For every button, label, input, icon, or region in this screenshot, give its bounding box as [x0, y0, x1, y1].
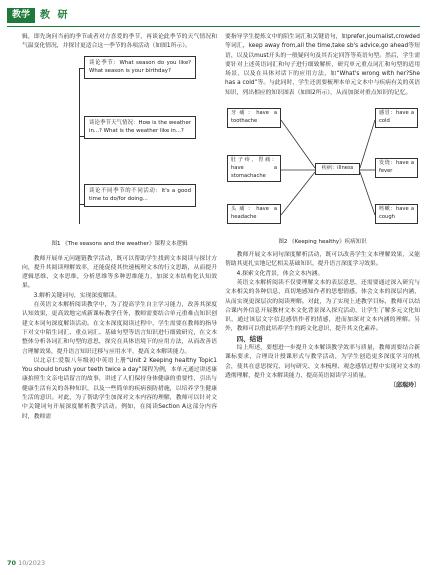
subheading: 3.解析关键词句，实现深度解读。 [33, 292, 121, 299]
header-rule [7, 26, 420, 27]
fig2-node-fever: 发烧：have a fever [375, 158, 418, 178]
fig2-node-cold: 感冒：have a cold [375, 108, 418, 128]
section-title: 教 研 [40, 10, 70, 21]
paragraph: 以北京仁爱版八年级初中英语上册“Unit 2 Keeping healthy Topic1 You should brush your teeth twice a day”课程为例，本单元通过讲述康康拍照生文亲电话留言的故事，讲述了人们保持身体健康的重要性，引出与健康生活有关的各种知识，以及一些简单的疾病预防措施，以培养学生健康生活的意识。对此，为了帮助学生加深对文本内容的理解，教师可以针对文中关键词句开展深度解析教学活动。例如，在阅读Section A这部分内容时，教师需 [22, 357, 217, 420]
right-column [225, 33, 420, 391]
fig1-box-season: 谈论季节：What season do you like? What season is your birthday? [84, 56, 196, 79]
paragraph: 综上所述，要想进一步提升文本解读教学效率与质量，教师需要结合新课标要求，合理设计授课形式与教学活动，为学生创造更多深度学习的机会，使其在意思探究、词句研究、文本梳理、观念感悟过程中实现对文本的透彻理解，提升文本解读能力，提高英语阅读学习质量。 [225, 345, 420, 379]
figure-caption: 图2 《Keeping healthy》疾病知识 [278, 239, 367, 246]
paragraph: 在英语文本解析阅读教学中，为了提高学生自主学习能力，改善其深度认知效果，更高效地完成新课标教学任务，教师需要结合单元重难点知识创建文本词句深度解读活动。在文本深度阅读过程中，学生需要在教师的指导下对文中陌生词汇、重点词汇、基础句型等语言知识进行细致研究，在文本整体分析各词汇和句型的意思，探究在具体语境下的应用方法，从而改善语言理解效果，提升语言知识迁移与应用水平，提高文本解读能力。 [22, 302, 217, 355]
section-tab: 教学 [7, 8, 35, 23]
subheading: 4.探索文化背景，体会文本内涵。 [236, 270, 324, 277]
left-column [22, 33, 217, 422]
fig1-box-activities: 谈论不同季节的不同活动：It's a good time to do/for doing... [84, 184, 196, 207]
page-footer [7, 559, 45, 567]
figure-caption: 图1 《The seasons and the weather》课程文本逻辑 [51, 240, 188, 247]
fig1-box-weather: 谈论季节天气情况：How is the weather in...? What is the weather like in...? [84, 116, 196, 139]
fig2-node-headache: 头痛：have a headache [227, 204, 281, 224]
page-header [0, 0, 427, 30]
page-number: 70 [7, 559, 17, 567]
fig2-node-cough: 咳嗽：have a cough [375, 204, 418, 224]
paragraph: 英语文本解析阅读不仅要理解文本的表层意思，还需要通过深入研究与文本相关的各种信息，真切地感知作者的思想情感，体会文本的深层内涵，从而实现更深层次的阅读理解。对此，为了实现上述教学目标，教师可以结合课内外信息开展教材文本文化背景深入探究活动，让学生了解多元文化知识，通过该层文字信息感悟作者的情感，进而加深对文本内涵的理解。另外，教师可以借此培养学生的跨文化意识，提升其文化素养。 [225, 279, 420, 333]
paragraph: 教师开展单元问题链教学活动，既可以帮助学生找到文本阅读与探讨方向，提升其阅读理解效率，还能促使其快速梳理文本的行文思路，从而提升逻辑思维、文本思维，分析思维等多种思维能力，加深文本结构化认知效果。 [22, 255, 217, 290]
paragraph: 辑，即先询问当前的季节或者对方喜爱的季节，再谈论此季节的天气情况和气温变化情况，并探讨更适合这一季节的各项活动（如图1所示）。 [22, 34, 217, 50]
fig2-node-stomachache: 肚子疼、胃痛：have a stomachache [227, 155, 281, 182]
figure-connector [79, 68, 80, 224]
figure-1 [22, 54, 217, 254]
issue-number: 10/2023 [18, 559, 46, 567]
fig2-node-illness: 疾病：illness [315, 163, 360, 175]
author-name: 〔邱瑞玲〕 [389, 382, 420, 390]
paragraph: 教师开展文本词句深度解析活动，既可以改善学生文本理解效果，又能帮助其更扎实地记忆相关基础知识，提升语言深度学习效果。 [225, 252, 420, 268]
paragraph: 要指导学生提炼文中的陌生词汇和关键语句，如prefer,journalist,crowded等词汇，keep away from,all the time,take sb's advice,go ahead等短语，以及以must开头的一般疑问句及其否定回答等英语句型。然后，学生需要针对上述英语词汇和句子进行细致解析，研究单元重点词汇和句型的适用场景，以及在具体对话下的应用方法，如“What's wrong with her?She has a cold”等。与此同时，学生还需要梳理本单元文本中与疾病有关的英语知识，列出相应的知识图表（如图2所示），从而加深对重点知识的记忆。 [225, 34, 420, 96]
section-heading: 四、结语 [236, 334, 263, 343]
figure-2 [225, 100, 420, 250]
fig2-node-toothache: 牙痛：have a toothache [227, 108, 281, 128]
